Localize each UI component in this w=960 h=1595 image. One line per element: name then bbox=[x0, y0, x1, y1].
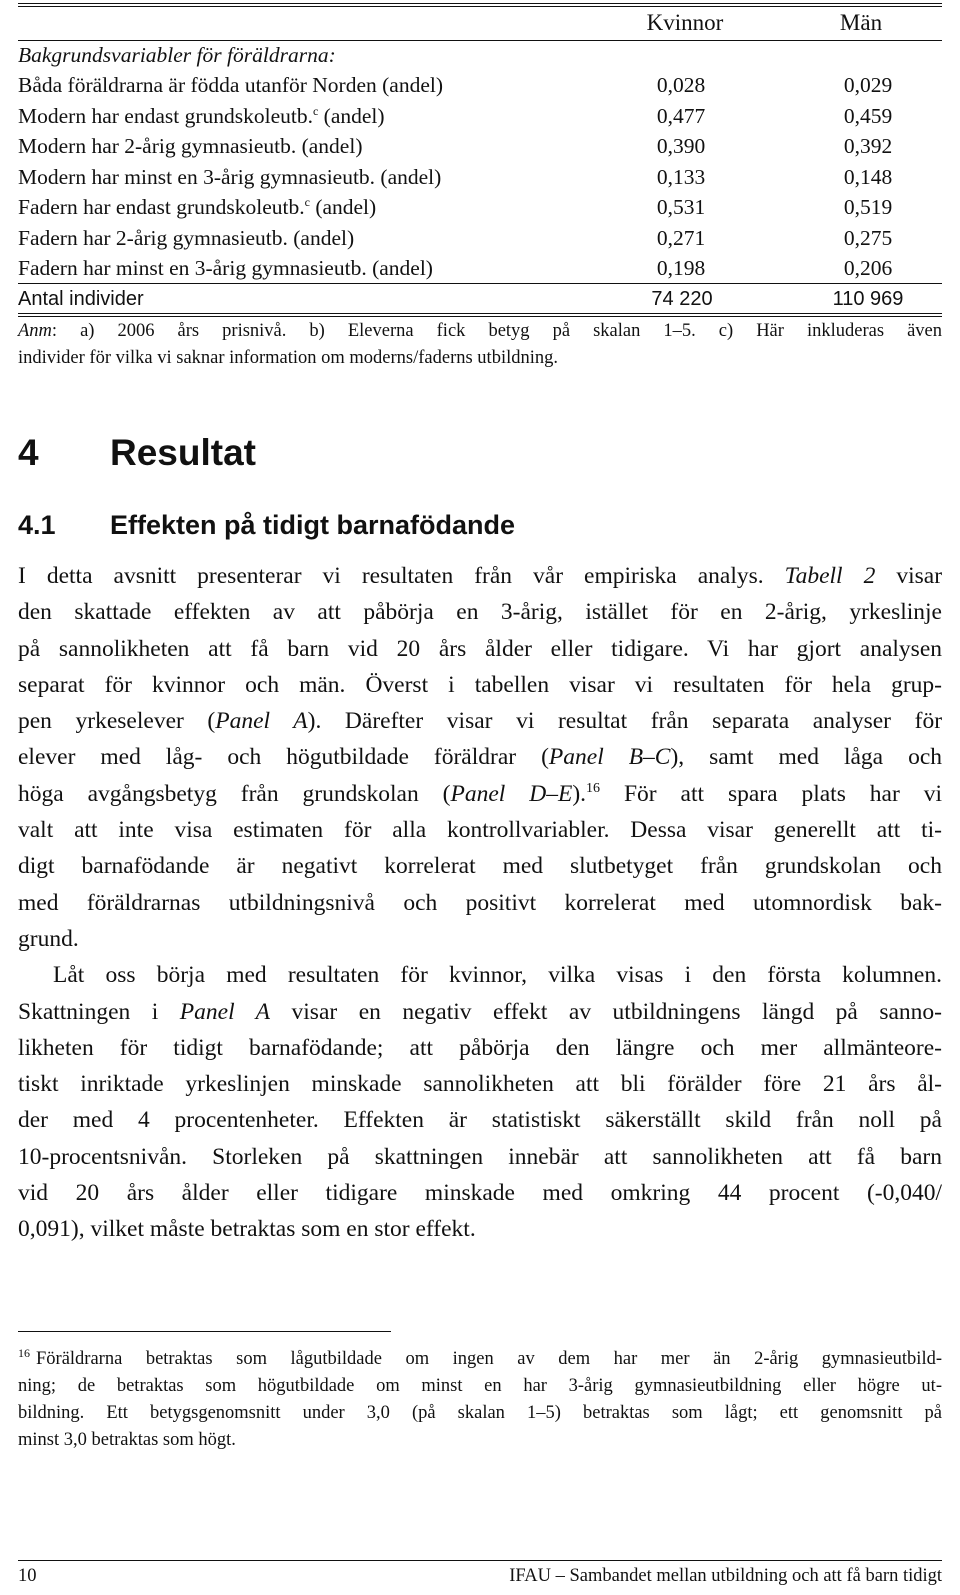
table-section-label: Bakgrundsvariabler för föräldrarna: bbox=[18, 43, 336, 67]
footnote-line: minst 3,0 betraktas som högt. bbox=[18, 1430, 236, 1450]
value-kvinnor: 0,133 bbox=[656, 164, 706, 189]
value-kvinnor: 0,198 bbox=[656, 256, 706, 280]
footnote-number: 16 bbox=[18, 1345, 30, 1360]
row-label: Modern har endast grundskoleutb.$^c$ (andel) bbox=[18, 103, 385, 128]
subsection-heading bbox=[18, 510, 515, 541]
section-heading bbox=[18, 432, 256, 474]
superscript-marker: c bbox=[312, 103, 319, 118]
text-line: separat för kvinnor och män. Överst i tabellen visar vi resultaten för hela grup- bbox=[18, 671, 942, 698]
text-line: I detta avsnitt presenterar vi resultaten från vår empiriska analys. Tabell 2 visar bbox=[18, 563, 943, 589]
total-kvinnor: 74 220 bbox=[651, 288, 713, 310]
value-kvinnor: 0,477 bbox=[656, 103, 706, 128]
value-kvinnor: 0,028 bbox=[656, 73, 706, 97]
text-line: 0,091), vilket måste betraktas som en stor effekt. bbox=[18, 1216, 476, 1243]
value-man: 0,392 bbox=[843, 134, 893, 158]
value-man: 0,459 bbox=[843, 103, 893, 128]
table-row bbox=[18, 223, 942, 253]
text-line: med föräldrarnas utbildningsnivå och positivt korrelerat med utomnordisk bak- bbox=[18, 889, 942, 916]
row-label: Modern har minst en 3-årig gymnasieutb. (andel) bbox=[18, 164, 442, 189]
text-line: på sannolikheten att få barn vid 20 års ålder eller tidigare. Vi har gjort analysen bbox=[18, 635, 942, 662]
row-label: Fadern har minst en 3-årig gymnasieutb. (andel) bbox=[18, 256, 433, 280]
table-row bbox=[18, 253, 942, 283]
italic-reference: Panel B–C bbox=[548, 744, 671, 771]
value-kvinnor: 0,531 bbox=[656, 195, 706, 219]
value-kvinnor: 0,390 bbox=[656, 134, 706, 158]
value-kvinnor: 0,271 bbox=[656, 225, 706, 250]
italic-reference: Tabell 2 bbox=[784, 563, 876, 589]
footnote-reference: 16 bbox=[586, 780, 601, 796]
table-row bbox=[18, 131, 942, 161]
text-line: höga avgångsbetyg från grundskolan (Panel D–E).$^{16}$ För att spara plats har vi bbox=[18, 780, 943, 807]
text-line: Låt oss börja med resultaten för kvinnor, vilka visas i den första kolumnen. bbox=[53, 962, 942, 989]
table-note-line-2: individer för vilka vi saknar information om moderns/faderns utbildning. bbox=[18, 348, 558, 368]
table-top-rule bbox=[18, 3, 942, 7]
footer-rule bbox=[18, 1560, 942, 1561]
row-label: Modern har 2-årig gymnasieutb. (andel) bbox=[18, 134, 363, 158]
col-header-man: Män bbox=[839, 10, 883, 35]
value-man: 0,148 bbox=[843, 164, 893, 189]
italic-reference: Panel D–E bbox=[450, 780, 573, 807]
text-line: likheten för tidigt barnafödande; att påbörja den längre och mer allmänteore- bbox=[18, 1034, 942, 1061]
table-bottom-rule bbox=[18, 313, 942, 317]
paragraph-1 bbox=[18, 558, 942, 957]
footnote-line: bildning. Ett betygsgenomsnitt under 3,0 (på skalan 1–5) betraktas som lågt; ett genomsnitt på bbox=[18, 1403, 942, 1423]
table-total-row bbox=[18, 284, 942, 314]
value-man: 0,206 bbox=[843, 256, 893, 280]
table-row bbox=[18, 101, 942, 131]
row-label: Fadern har endast grundskoleutb.$^c$ (andel) bbox=[18, 194, 377, 219]
table-note bbox=[18, 318, 942, 372]
total-man: 110 969 bbox=[832, 288, 904, 310]
text-line: tiskt inriktade yrkeslinjen minskade sannolikheten att bli förälder före 21 års ål- bbox=[18, 1071, 942, 1098]
text-line: grund. bbox=[18, 925, 79, 952]
text-line: digt barnafödande är negativt korrelerat med slutbetyget från grundskolan och bbox=[18, 853, 942, 880]
text-line: 10-procentsnivån. Storleken på skattningen innebär att sannolikheten att få barn bbox=[18, 1143, 942, 1170]
text-line: elever med låg- och högutbildade föräldrar (Panel B–C), samt med låga och bbox=[18, 744, 943, 771]
text-line: pen yrkeselever (Panel A). Därefter visar vi resultat från separata analyser för bbox=[18, 708, 943, 735]
superscript-marker: c bbox=[304, 194, 310, 209]
page-number: 10 bbox=[18, 1566, 37, 1586]
text-line: den skattade effekten av att påbörja en 3-årig, istället för en 2-årig, yrkeslinje bbox=[18, 599, 942, 626]
subsection-number: 4.1 bbox=[18, 510, 56, 540]
footnote-line: ning; de betraktas som högutbildade om minst en har 3-årig gymnasieutbildning eller högre ut- bbox=[18, 1376, 942, 1396]
body-text bbox=[18, 558, 942, 1248]
value-man: 0,029 bbox=[843, 73, 893, 97]
footnote bbox=[18, 1346, 942, 1454]
table-row bbox=[18, 162, 942, 192]
text-line: vid 20 års ålder eller tidigare minskade med omkring 44 procent (-0,040/ bbox=[18, 1180, 942, 1207]
value-man: 0,519 bbox=[843, 195, 893, 219]
row-label: Båda föräldrarna är födda utanför Norden (andel) bbox=[18, 73, 444, 97]
italic-reference: Panel A bbox=[179, 998, 271, 1025]
running-title: IFAU – Sambandet mellan utbildning och att få barn tidigt bbox=[509, 1566, 942, 1586]
footnote-line: $^{16}$ Föräldrarna betraktas som lågutbildade om ingen av dem har mer än 2-årig gymnasieutbild- bbox=[18, 1345, 942, 1369]
italic-reference: Panel A bbox=[215, 708, 308, 735]
col-header-kvinnor: Kvinnor bbox=[646, 10, 724, 35]
paragraph-2 bbox=[18, 957, 942, 1247]
table-row bbox=[18, 70, 942, 100]
section-title: Resultat bbox=[110, 432, 256, 473]
footnote-rule bbox=[18, 1331, 391, 1332]
text-line: Skattningen i Panel A visar en negativ effekt av utbildningens längd på sanno- bbox=[18, 998, 943, 1025]
value-man: 0,275 bbox=[843, 225, 893, 250]
section-number: 4 bbox=[18, 432, 39, 473]
row-label: Fadern har 2-årig gymnasieutb. (andel) bbox=[18, 225, 355, 250]
subsection-title: Effekten på tidigt barnafödande bbox=[110, 510, 516, 540]
table-note-line-1: Anm: a) 2006 års prisnivå. b) Eleverna fick betyg på skalan 1–5. c) Här inkluderas även bbox=[18, 321, 942, 341]
text-line: der med 4 procentenheter. Effekten är statistiskt säkerställt skild från noll på bbox=[18, 1107, 942, 1134]
table-row bbox=[18, 192, 942, 222]
text-line: valt att inte visa estimaten för alla kontrollvariabler. Dessa visar generellt att ti- bbox=[18, 817, 942, 844]
total-label: Antal individer bbox=[18, 288, 144, 310]
